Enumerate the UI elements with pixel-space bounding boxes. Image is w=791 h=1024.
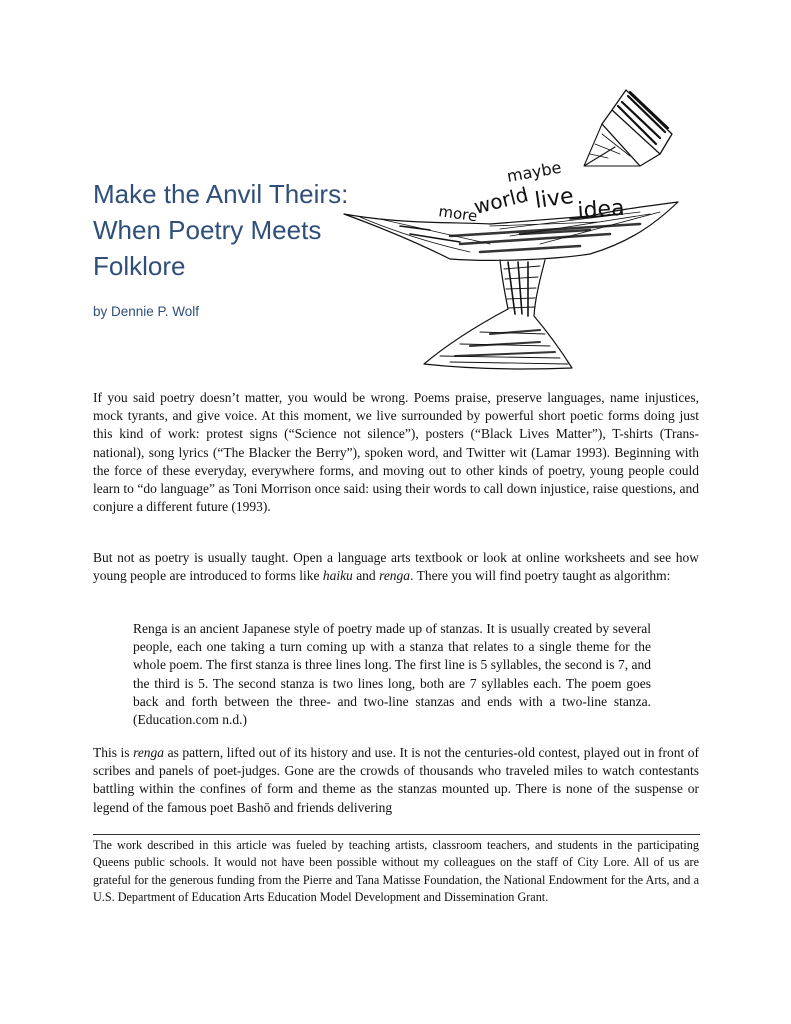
term-renga: renga xyxy=(379,568,411,584)
handwritten-word-world: world xyxy=(471,182,531,219)
block-quote: Renga is an ancient Japanese style of poetry made up of stanzas. It is usually created by several people, each one taking a turn coming up with a stanza that relates to a single theme for the whole poem. The first stanza is three lines long. The first line is 5 syllables, the second is 7, and the third is 5. The second stanza is two lines long, both are 7 syllables each. The poem goes back and forth between the three- and two-line stanzas and ends with a two-line stanza. (Education.com n.d.) xyxy=(133,621,651,728)
handwritten-word-more: more xyxy=(437,202,479,226)
article-title xyxy=(93,176,373,284)
byline: by Dennie P. Wolf xyxy=(93,304,200,319)
footnote: The work described in this article was fueled by teaching artists, classroom teachers, and students in the participating Queens public schools. It would not have been possible without my colleagues on the staff of City Lore. All of us are grateful for the generous funding from the Pierre and Tana Matisse Foundation, the National Endowment for the Arts, and a U.S. Department of Education Arts Education Model Development and Dissemination Grant. xyxy=(93,838,699,905)
paragraph-3 xyxy=(93,744,699,817)
handwritten-word-idea: idea xyxy=(576,195,626,224)
title-line-2: When Poetry Meets xyxy=(93,215,322,245)
paragraph-2-text-a: But not as poetry is usually taught. Open a language arts textbook or look at online worksheets and see how young people are introduced to forms like xyxy=(93,550,699,584)
paragraph-2-text-b: and xyxy=(352,568,380,584)
paragraph-2 xyxy=(93,549,699,585)
pencil-icon xyxy=(584,90,672,166)
handwritten-word-maybe: maybe xyxy=(505,157,563,186)
paragraph-3-text-b: as pattern, lifted out of its history and use. It is not the centuries-old contest, played out in front of scribes and panels of poet-judges. Gone are the crowds of thousands who traveled miles to watch contestants battling within the confines of form and theme as the stanzas mounted up. There is none of the suspense or legend of the famous poet Bashō and friends delivering xyxy=(93,745,699,815)
handwritten-word-live: live xyxy=(533,183,576,214)
paragraph-2-text-c: . There you will find poetry taught as algorithm: xyxy=(410,568,671,584)
title-line-1: Make the Anvil Theirs: xyxy=(93,179,349,209)
paragraph-3-text-a: This is xyxy=(93,745,134,760)
footnote-divider xyxy=(93,834,700,835)
paragraph-1: If you said poetry doesn’t matter, you would be wrong. Poems praise, preserve languages, name injustices, mock tyrants, and give voice. At this moment, we live surrounded by powerful short poetic forms doing just this kind of work: protest signs (“Science not silence”), posters (“Black Lives Matter”), T-shirts (Trans-national), song lyrics (“The Blacker the Berry”), spoken word, and Twitter wit (Lamar 1993). Beginning with the force of these everyday, everywhere forms, and moving out to other kinds of poetry, young people could learn to “do language” as Toni Morrison once said: using their words to call down injustice, raise questions, and conjure a different future (1993). xyxy=(93,390,699,515)
term-haiku: haiku xyxy=(322,568,353,584)
anvil-sketch-illustration xyxy=(340,84,685,374)
title-line-3: Folklore xyxy=(93,251,186,281)
term-renga-2: renga xyxy=(133,745,165,760)
